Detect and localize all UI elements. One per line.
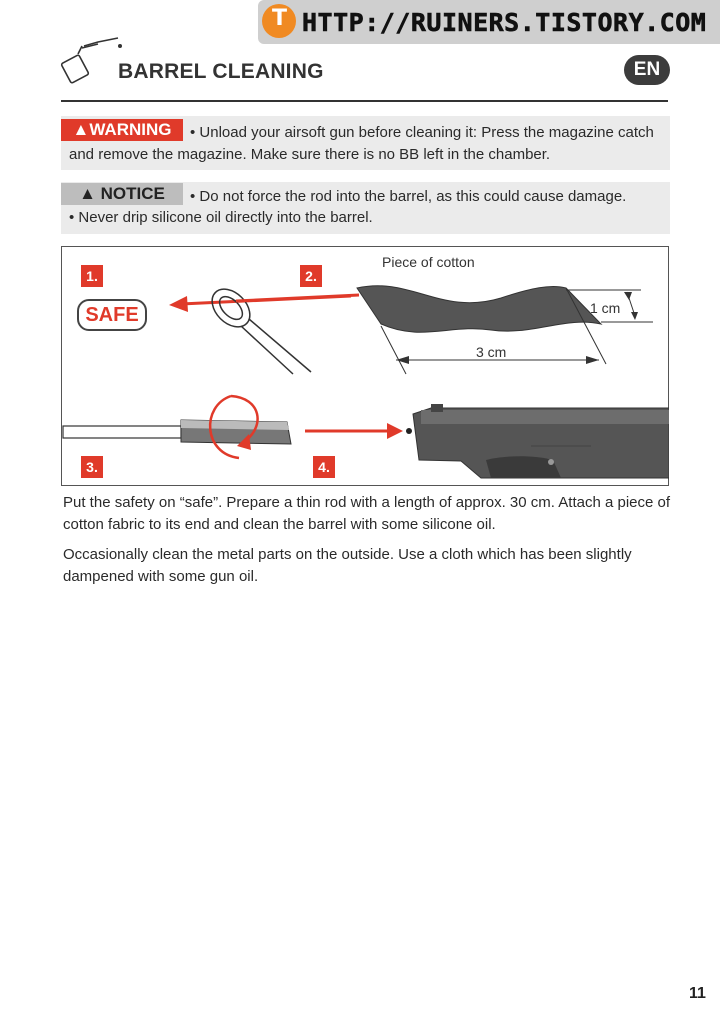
notice-text-line1: • Do not force the rod into the barrel, as this could cause damage. — [190, 188, 627, 205]
step-number: 3. — [81, 456, 103, 478]
safe-label: SAFE — [77, 299, 147, 331]
illustration-drawing — [61, 246, 669, 486]
watermark-logo-letter: T — [272, 6, 288, 31]
notice-label-text: NOTICE — [100, 184, 165, 203]
notice-triangle-icon: ▲ — [79, 184, 96, 203]
page-title: BARREL CLEANING — [118, 60, 324, 83]
length-dimension-label: 3 cm — [476, 344, 507, 360]
warning-text-line2: and remove the magazine. Make sure there is no BB left in the chamber. — [69, 146, 551, 163]
maintenance-line: Occasionally clean the metal parts on the outside. Use a cloth which has been slightly — [63, 546, 632, 563]
header-divider — [61, 100, 668, 102]
step-number: 2. — [300, 265, 322, 287]
warning-label-text: WARNING — [89, 120, 172, 139]
warning-triangle-icon: ▲ — [72, 120, 90, 139]
cotton-label: Piece of cotton — [382, 254, 475, 270]
maintenance-paragraph — [63, 544, 663, 588]
warning-text-line1: • Unload your airsoft gun before cleaning it: Press the magazine catch — [190, 124, 654, 141]
notice-label — [61, 183, 183, 205]
notice-text-line2: • Never drip silicone oil directly into the barrel. — [69, 209, 373, 226]
page-number: 11 — [689, 985, 706, 1002]
language-badge: EN — [624, 55, 670, 85]
oil-bottle-icon — [58, 36, 124, 88]
maintenance-line: dampened with some gun oil. — [63, 568, 259, 585]
red-arrow-step4 — [305, 423, 403, 439]
instructions-paragraph — [63, 492, 671, 536]
warning-label — [61, 119, 183, 141]
pistol-slide — [406, 404, 669, 478]
instructions-line: cotton fabric to its end and clean the barrel with some silicone oil. — [63, 516, 496, 533]
step-number: 1. — [81, 265, 103, 287]
cotton-piece — [357, 286, 653, 374]
width-dimension-label: 1 cm — [590, 300, 621, 316]
instructions-line: Put the safety on “safe”. Prepare a thin rod with a length of approx. 30 cm. Attach a piece of — [63, 494, 671, 511]
step-number: 4. — [313, 456, 335, 478]
rod-with-cotton — [63, 396, 291, 458]
cleaning-rod-loop — [205, 282, 311, 374]
watermark-url: HTTP://RUINERS.TISTORY.COM — [302, 8, 707, 37]
